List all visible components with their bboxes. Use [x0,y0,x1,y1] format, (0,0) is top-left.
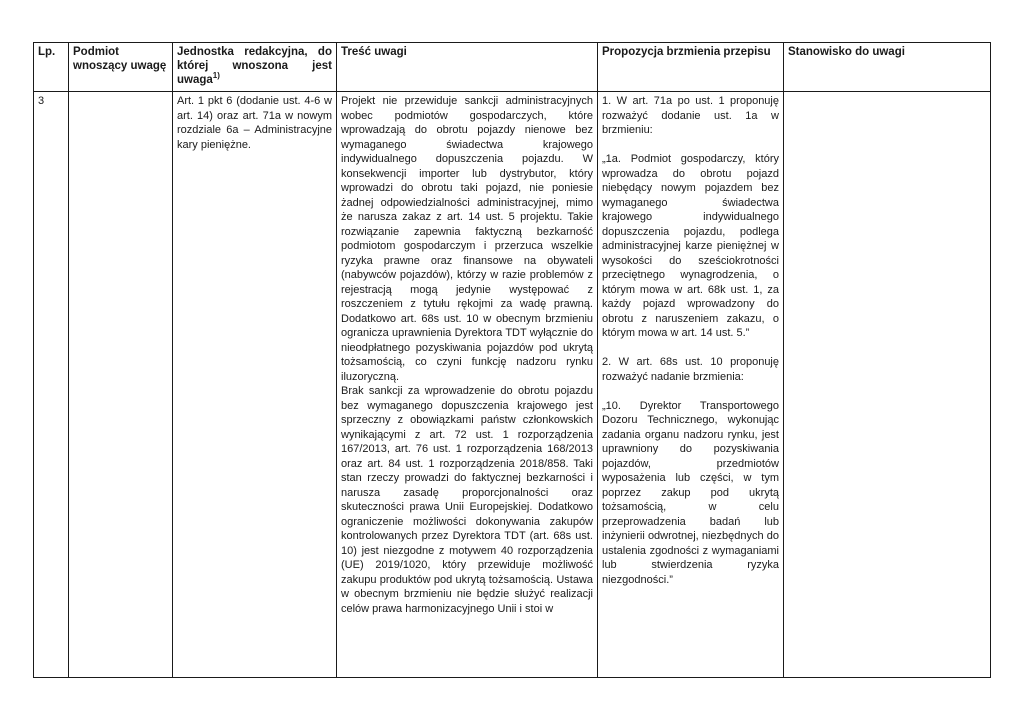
header-cell-stanowisko: Stanowisko do uwagi [784,43,991,92]
cell-jednostka [173,92,337,678]
propozycja-paragraph-1: 1. W art. 71a po ust. 1 proponuję rozważyć dodanie ust. 1a w brzmieniu: [602,95,779,136]
tresc-paragraph-2: Brak sankcji za wprowadzenie do obrotu pojazdu bez wymaganego dopuszczenia krajowego jest sprzeczny z obowiązkami państw członkowskich wynikającymi z art. 72 ust. 1 rozporządzenia 167/2013, art. 76 ust. 1 rozporządzenia 168/2013 oraz art. 84 ust. 1 rozporządzenia 2018/858. Taki stan rzeczy prowadzi do faktycznej bezkarności i narusza zasadę proporcjonalności oraz skuteczności prawa Unii Europejskiej. Dodatkowo ograniczenie możliwości dokonywania zakupów kontrolowanych przez Dyrektora TDT (art. 68s ust. 10) jest niezgodne z motywem 40 rozporządzenia (UE) 2019/1020, który przewiduje możliwość zakupu produktów pod ukrytą tożsamością. Ustawa w obecnym brzmieniu nie będzie służyć realizacji celów prawa harmonizacyjnego Unii i stoi w [341,385,593,615]
cell-podmiot [69,92,173,678]
propozycja-paragraph-3: 2. W art. 68s ust. 10 proponuję rozważyć nadanie brzmienia: [602,356,779,383]
row-number: 3 [38,95,45,107]
tresc-uwagi-text [341,94,593,669]
cell-propozycja [598,92,784,678]
jednostka-text: Art. 1 pkt 6 (dodanie ust. 4-6 w art. 14) oraz art. 71a w nowym rozdziale 6a – Administracyjne kary pieniężne. [177,95,332,151]
header-cell-lp: Lp. [34,43,69,92]
header-cell-podmiot: Podmiot wnoszący uwagę [69,43,173,92]
table-header-row [34,43,991,92]
podmiot-value [73,94,168,669]
table-row [34,92,991,678]
cell-row-number [34,92,69,678]
comments-table [33,42,991,678]
header-cell-propozycja: Propozycja brzmienia przepisu [598,43,784,92]
stanowisko-value [788,94,986,669]
footnote-marker: 1) [212,71,220,81]
header-cell-jednostka [173,43,337,92]
propozycja-paragraph-4: „10. Dyrektor Transportowego Dozoru Technicznego, wykonując zadania organu nadzoru rynku, jest uprawniony do pozyskiwania pojazdów, przedmiotów wyposażenia lub części, w tym poprzez zakup pod ukrytą tożsamością, w celu przeprowadzenia badań lub inżynierii odwrotnej, niezbędnych do ustalenia zgodności z wymaganiami lub stwierdzenia ryzyka niezgodności.” [602,399,779,586]
header-jednostka-text: Jednostka redakcyjna, do której wnoszona jest uwaga [177,46,332,86]
header-cell-tresc: Treść uwagi [337,43,598,92]
cell-tresc-uwagi [337,92,598,678]
propozycja-paragraph-2: „1a. Podmiot gospodarczy, który wprowadza do obrotu pojazd niebędący nowym pojazdem bez wymaganego świadectwa krajowego indywidualnego dopuszczenia pojazdu, podlega administracyjnej karze pieniężnej w wysokości do sześciokrotności przeciętnego wynagrodzenia, o którym mowa w art. 68k ust. 1, za każdy pojazd wprowadzony do obrotu z naruszeniem zakazu, o którym mowa w art. 14 ust. 5.” [602,153,779,339]
cell-stanowisko [784,92,991,678]
propozycja-text [602,94,779,669]
tresc-paragraph-1: Projekt nie przewiduje sankcji administracyjnych wobec podmiotów gospodarczych, które wprowadzają do obrotu pojazdy nienowe bez wymaganego świadectwa krajowego indywidualnego dopuszczenia pojazdu. W konsekwencji importer lub dystrybutor, który wprowadzi do obrotu taki pojazd, nie poniesie żadnej odpowiedzialności administracyjnej, mimo że narusza zakaz z art. 14 ust. 5 projektu. Takie rozwiązanie zapewnia faktyczną bezkarność podmiotom gospodarczym i przerzuca wszelkie ryzyka prawne oraz finansowe na obywateli (nabywców pojazdów), którzy w razie problemów z rejestracją mogą jedynie występować z roszczeniem z tytułu rękojmi za wadę prawną. Dodatkowo art. 68s ust. 10 w obecnym brzmieniu ogranicza uprawnienia Dyrektora TDT wyłącznie do nieodpłatnego pozyskiwania pojazdów pod ukrytą tożsamością, co czyni funkcję nadzoru rynku iluzoryczną. [341,95,593,383]
